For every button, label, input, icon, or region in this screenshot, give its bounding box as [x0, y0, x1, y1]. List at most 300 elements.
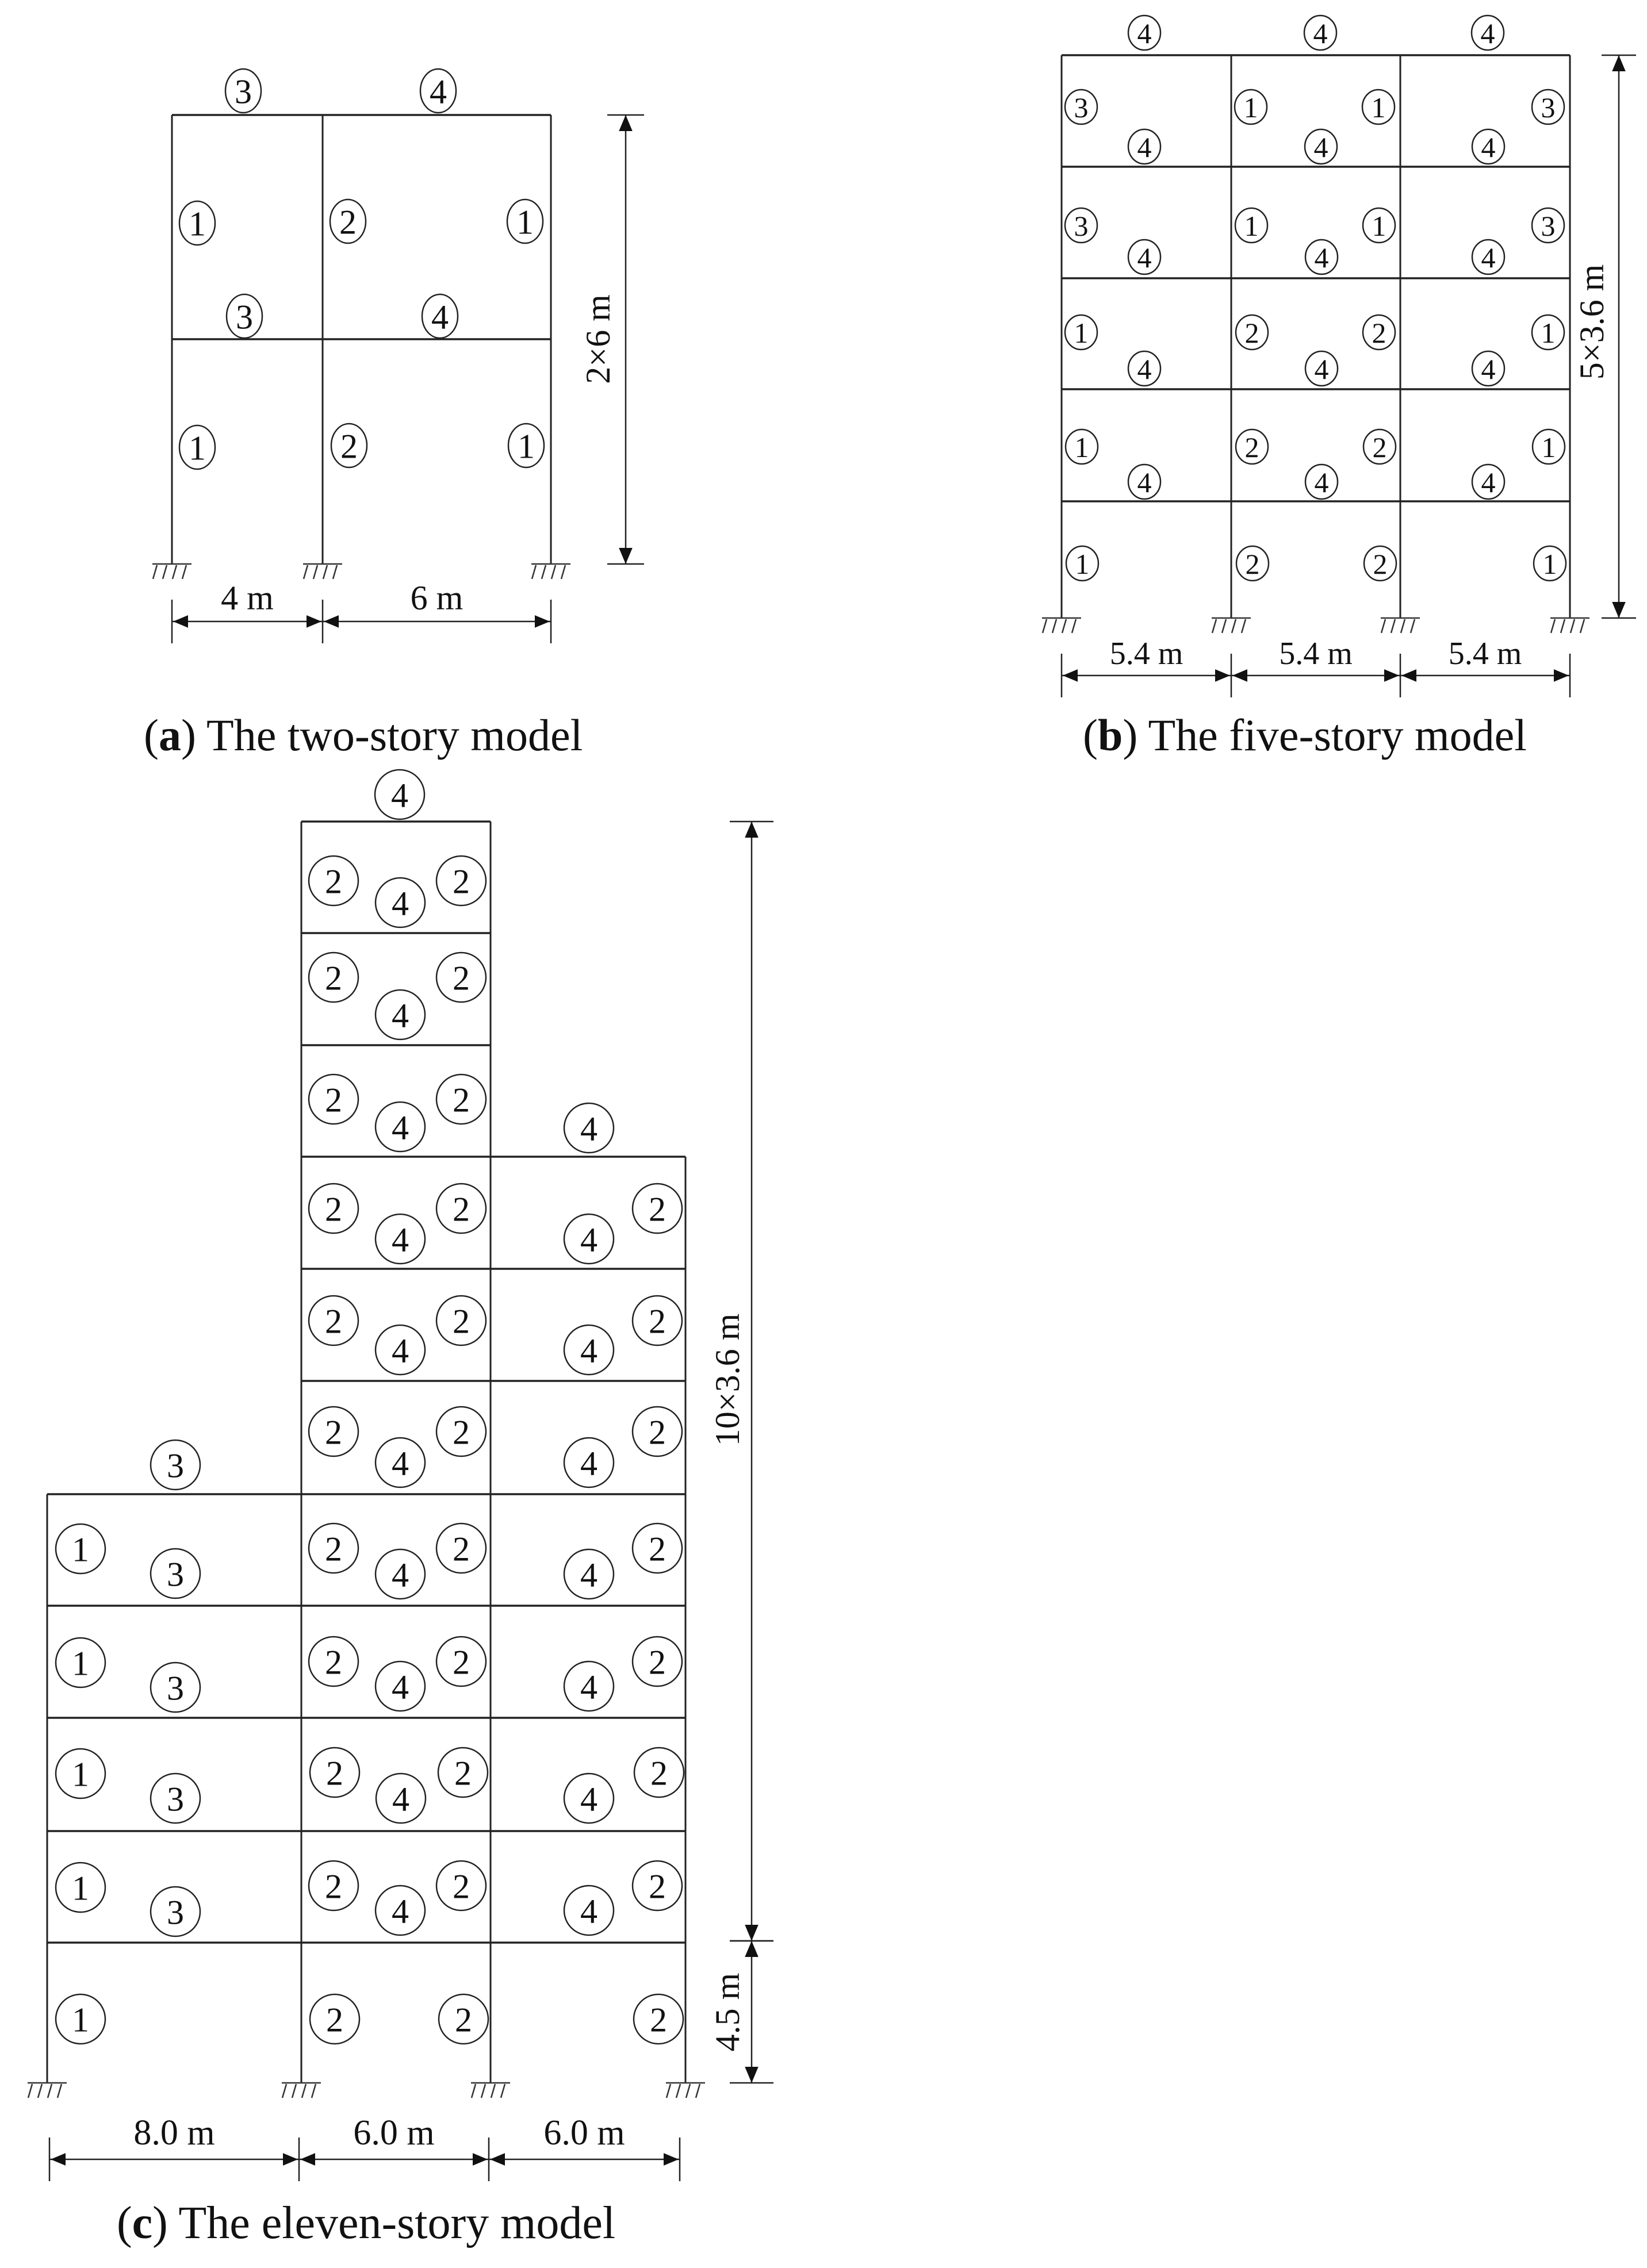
member-tag	[1128, 129, 1160, 164]
member-tag	[508, 424, 544, 467]
support-hatch-line	[1411, 619, 1415, 633]
fixed-support-icon	[666, 2083, 705, 2098]
tag-number: 4	[1481, 131, 1496, 163]
tag-number: 4	[1480, 17, 1495, 49]
member-tag	[56, 1524, 105, 1574]
tag-number: 2	[650, 2001, 667, 2039]
arrowhead-icon	[1612, 55, 1626, 71]
caption-text: The five-story model	[1137, 710, 1527, 760]
arrowhead-icon	[745, 2067, 759, 2083]
member-tag	[438, 1748, 488, 1797]
tag-number: 3	[1074, 210, 1089, 242]
support-hatch-line	[561, 565, 565, 579]
tag-number: 2	[1245, 548, 1260, 580]
member-tag	[1236, 546, 1269, 581]
tag-number: 4	[392, 996, 409, 1035]
support-hatch-line	[542, 565, 546, 579]
caption-paren: )	[1123, 710, 1138, 760]
arrowhead-icon	[1612, 602, 1626, 618]
support-hatch-line	[551, 565, 556, 579]
tag-number: 2	[325, 1190, 342, 1229]
member-tag	[376, 1549, 425, 1599]
tag-number: 2	[453, 862, 470, 901]
member-tag	[564, 1214, 614, 1264]
fixed-support-icon	[28, 2083, 67, 2098]
member-tag	[1065, 208, 1097, 243]
member-tag	[309, 1074, 358, 1124]
member-tag	[1472, 240, 1504, 274]
member-tag	[151, 1774, 200, 1823]
fixed-support-icon	[531, 564, 570, 579]
member-tag	[1364, 546, 1396, 581]
caption-paren: (	[1083, 710, 1098, 760]
panel-caption	[117, 2198, 615, 2248]
tag-number: 4	[580, 1221, 597, 1259]
dimension-label: 5.4 m	[1448, 636, 1522, 671]
member-tag	[1236, 315, 1268, 350]
tag-number: 4	[431, 298, 449, 336]
member-tag	[1533, 429, 1565, 464]
member-tag	[633, 1523, 682, 1573]
member-tag	[436, 856, 486, 905]
horizontal-dimension	[49, 2113, 680, 2181]
member-tag	[633, 1184, 682, 1233]
horizontal-dimension	[172, 579, 551, 643]
member-tag	[1472, 351, 1504, 386]
member-tag	[375, 770, 424, 819]
tag-number: 2	[650, 1754, 668, 1793]
support-hatch-line	[501, 2084, 505, 2098]
tag-number: 4	[1137, 131, 1152, 163]
tag-number: 3	[167, 1893, 184, 1932]
caption-text: The two-story model	[196, 710, 583, 760]
support-hatch-line	[1381, 619, 1385, 633]
member-tag	[1065, 315, 1097, 350]
arrowhead-icon	[1384, 669, 1399, 682]
arrowhead-icon	[1232, 669, 1247, 682]
tag-number: 2	[325, 1081, 342, 1119]
tag-number: 2	[649, 1643, 666, 1682]
support-hatch-line	[58, 2084, 62, 2098]
member-tag	[1128, 240, 1160, 274]
arrowhead-icon	[1554, 669, 1569, 682]
tag-number: 3	[167, 1780, 184, 1818]
tag-number: 4	[1481, 353, 1496, 385]
tag-number: 4	[392, 884, 409, 923]
member-tag	[309, 1637, 358, 1686]
tag-number: 1	[72, 1869, 89, 1908]
member-tag	[422, 294, 458, 338]
member-tag	[56, 1994, 105, 2044]
member-tag	[634, 1994, 683, 2044]
tag-number: 4	[430, 72, 447, 111]
panel-b	[1042, 16, 1636, 760]
member-tag	[151, 1887, 200, 1936]
tag-number: 4	[391, 776, 408, 815]
support-hatch-line	[1391, 619, 1395, 633]
fixed-support-icon	[282, 2083, 321, 2098]
dimension-label: 6.0 m	[353, 2113, 435, 2152]
member-tag	[309, 953, 358, 1002]
support-hatch-line	[182, 565, 186, 579]
arrowhead-icon	[1401, 669, 1416, 682]
member-tag	[56, 1749, 105, 1798]
member-tag	[309, 1407, 358, 1456]
dimension-label: 5.4 m	[1109, 636, 1183, 671]
member-tag	[436, 1637, 486, 1686]
tag-number: 1	[1244, 210, 1259, 242]
support-hatch-line	[1072, 619, 1076, 633]
arrowhead-icon	[307, 615, 321, 628]
support-hatch-line	[1561, 619, 1565, 633]
tag-number: 2	[453, 959, 470, 997]
tag-number: 1	[1075, 548, 1090, 580]
member-tag	[436, 1523, 486, 1573]
support-hatch-line	[173, 565, 177, 579]
tag-number: 2	[453, 1190, 470, 1229]
member-tag	[1472, 465, 1504, 499]
tag-number: 2	[1244, 431, 1259, 463]
caption-letter: b	[1097, 710, 1123, 760]
support-hatch-line	[304, 565, 308, 579]
fixed-support-icon	[1381, 618, 1420, 633]
support-hatch-line	[292, 2084, 296, 2098]
member-tag	[564, 1886, 614, 1935]
tag-number: 3	[235, 72, 252, 111]
tag-number: 1	[1371, 91, 1386, 124]
member-tag	[1128, 16, 1160, 50]
member-tag	[309, 1184, 358, 1233]
member-tag	[439, 1994, 488, 2044]
tag-number: 2	[1372, 431, 1387, 463]
tag-number: 4	[1313, 17, 1328, 49]
member-tag	[376, 1438, 425, 1487]
support-hatch-line	[1062, 619, 1066, 633]
tag-number: 4	[1481, 241, 1496, 274]
dimension-label: 4.5 m	[708, 1972, 746, 2052]
dimension-label: 10×3.6 m	[708, 1313, 746, 1446]
support-hatch-line	[481, 2084, 485, 2098]
member-tag	[1363, 208, 1395, 243]
tag-number: 3	[167, 1446, 184, 1485]
panel-caption	[1083, 710, 1527, 760]
tag-number: 4	[580, 1780, 597, 1818]
member-tag	[1235, 90, 1267, 124]
arrowhead-icon	[535, 615, 550, 628]
member-tag	[1362, 90, 1395, 124]
support-hatch-line	[1242, 619, 1246, 633]
dimension-label: 5×3.6 m	[1573, 264, 1611, 380]
tag-number: 2	[325, 1643, 342, 1682]
member-tag	[309, 1296, 358, 1345]
tag-number: 4	[392, 1221, 409, 1259]
tag-number: 4	[392, 1108, 409, 1147]
tag-number: 2	[649, 1413, 666, 1452]
member-tag	[179, 201, 215, 245]
member-tag	[564, 1103, 614, 1153]
member-tag	[1532, 208, 1564, 243]
support-hatch-line	[667, 2084, 671, 2098]
dimension-label: 5.4 m	[1279, 636, 1353, 671]
member-tag	[1532, 315, 1564, 350]
member-tag	[1128, 351, 1160, 386]
caption-paren: (	[144, 710, 159, 760]
tag-number: 4	[1137, 466, 1152, 498]
member-tag	[436, 953, 486, 1002]
fixed-support-icon	[1212, 618, 1251, 633]
arrowhead-icon	[745, 1925, 759, 1941]
support-hatch-line	[313, 565, 317, 579]
member-tag	[633, 1637, 682, 1686]
arrowhead-icon	[283, 2153, 298, 2166]
tag-number: 2	[1372, 317, 1386, 349]
tag-number: 2	[1373, 548, 1388, 580]
tag-number: 2	[453, 1643, 470, 1682]
tag-number: 2	[325, 1302, 342, 1341]
tag-number: 3	[236, 298, 253, 336]
member-tag	[310, 1994, 359, 2044]
arrowhead-icon	[490, 2153, 505, 2166]
tag-number: 4	[1313, 131, 1328, 163]
tag-number: 2	[453, 1867, 470, 1906]
tag-number: 4	[1314, 353, 1329, 385]
arrowhead-icon	[1215, 669, 1230, 682]
member-tag	[1305, 465, 1338, 499]
tag-number: 4	[392, 1780, 409, 1818]
member-tag	[507, 199, 543, 243]
support-hatch-line	[1401, 619, 1405, 633]
tag-number: 4	[392, 1556, 409, 1594]
arrowhead-icon	[664, 2153, 679, 2166]
tag-number: 2	[325, 1867, 342, 1906]
tag-number: 4	[580, 1331, 597, 1370]
member-tag	[310, 1748, 359, 1797]
member-tag	[56, 1863, 105, 1912]
tag-number: 2	[325, 1413, 342, 1452]
arrowhead-icon	[745, 1941, 759, 1957]
member-tag	[1304, 16, 1336, 50]
caption-paren: (	[117, 2198, 132, 2248]
support-hatch-line	[1043, 619, 1047, 633]
member-tag	[309, 856, 358, 905]
support-hatch-line	[333, 565, 337, 579]
member-tag	[436, 1184, 486, 1233]
tag-number: 2	[325, 1530, 342, 1568]
member-tag	[151, 1663, 200, 1712]
tag-number: 3	[167, 1555, 184, 1594]
vertical-dimension	[579, 115, 644, 564]
member-tag	[564, 1438, 614, 1487]
tag-number: 1	[1542, 548, 1557, 580]
dimension-label: 6.0 m	[543, 2113, 625, 2152]
tag-number: 3	[1541, 210, 1556, 242]
member-tag	[436, 1407, 486, 1456]
arrowhead-icon	[619, 115, 633, 131]
tag-number: 2	[649, 1190, 666, 1229]
support-hatch-line	[532, 565, 536, 579]
member-tag	[225, 69, 261, 113]
tag-number: 2	[455, 2001, 472, 2039]
member-tag	[633, 1407, 682, 1456]
member-tag	[151, 1549, 200, 1598]
tag-number: 4	[392, 1444, 409, 1483]
support-hatch-line	[686, 2084, 690, 2098]
vertical-dimension	[1573, 55, 1636, 618]
fixed-support-icon	[1042, 618, 1081, 633]
tag-number: 1	[1243, 91, 1258, 124]
tag-number: 3	[167, 1669, 184, 1707]
fixed-support-icon	[303, 564, 342, 579]
panel-a	[144, 69, 644, 760]
caption-paren: )	[152, 2198, 168, 2248]
arrowhead-icon	[300, 2153, 315, 2166]
dimension-label: 6 m	[410, 579, 464, 617]
tag-number: 2	[453, 1302, 470, 1341]
tag-number: 2	[453, 1530, 470, 1568]
member-tag	[1305, 351, 1338, 386]
member-tag	[227, 294, 262, 338]
member-tag	[1472, 16, 1504, 50]
member-tag	[1128, 465, 1160, 499]
support-hatch-line	[1551, 619, 1555, 633]
tag-number: 1	[189, 205, 206, 243]
arrowhead-icon	[173, 615, 188, 628]
tag-number: 4	[392, 1668, 409, 1706]
tag-number: 4	[392, 1331, 409, 1370]
tag-number: 4	[1137, 17, 1152, 49]
tag-number: 1	[72, 1755, 89, 1794]
tag-number: 1	[72, 2001, 89, 2039]
member-tag	[1532, 90, 1564, 124]
member-tag	[1066, 546, 1098, 581]
tag-number: 1	[1074, 431, 1089, 463]
support-hatch-line	[1232, 619, 1236, 633]
member-tag	[179, 425, 215, 469]
member-tag	[376, 1325, 425, 1375]
tag-number: 4	[580, 1444, 597, 1483]
member-tag	[633, 1296, 682, 1345]
support-hatch-line	[1052, 619, 1056, 633]
support-hatch-line	[323, 565, 327, 579]
member-tag	[436, 1861, 486, 1910]
support-hatch-line	[472, 2084, 476, 2098]
tag-number: 1	[518, 427, 535, 466]
tag-number: 4	[1314, 241, 1329, 274]
support-hatch-line	[48, 2084, 52, 2098]
support-hatch-line	[1580, 619, 1584, 633]
member-tag	[1363, 315, 1395, 350]
tag-number: 2	[1244, 317, 1259, 349]
tag-number: 3	[1074, 91, 1089, 124]
panel-c	[28, 770, 773, 2248]
arrowhead-icon	[324, 615, 339, 628]
tag-number: 2	[454, 1754, 472, 1793]
support-hatch-line	[676, 2084, 680, 2098]
fixed-support-icon	[1550, 618, 1589, 633]
tag-number: 1	[1541, 431, 1556, 463]
member-tag	[376, 1661, 425, 1711]
tag-number: 1	[72, 1644, 89, 1683]
member-tag	[634, 1748, 684, 1797]
tag-number: 2	[325, 862, 342, 901]
dimension-label: 4 m	[221, 579, 274, 617]
tag-number: 1	[1372, 210, 1386, 242]
tag-number: 2	[649, 1867, 666, 1906]
tag-number: 4	[1481, 466, 1496, 498]
caption-paren: )	[181, 710, 196, 760]
fixed-support-icon	[152, 564, 191, 579]
member-tag	[309, 1861, 358, 1910]
member-tag	[376, 1886, 425, 1935]
horizontal-dimension	[1062, 636, 1570, 697]
member-tag	[1305, 129, 1337, 164]
arrowhead-icon	[619, 548, 633, 564]
tag-number: 1	[72, 1530, 89, 1569]
support-hatch-line	[153, 565, 157, 579]
member-tag	[564, 1774, 614, 1823]
support-hatch-line	[491, 2084, 495, 2098]
tag-number: 2	[453, 1413, 470, 1452]
support-hatch-line	[302, 2084, 306, 2098]
member-tag	[1236, 429, 1268, 464]
arrowhead-icon	[1063, 669, 1078, 682]
support-hatch-line	[38, 2084, 42, 2098]
arrowhead-icon	[51, 2153, 66, 2166]
member-tag	[376, 878, 425, 927]
member-tag	[1235, 208, 1267, 243]
support-hatch-line	[1212, 619, 1216, 633]
member-tag	[564, 1661, 614, 1711]
member-tag	[1065, 90, 1097, 124]
tag-number: 2	[453, 1081, 470, 1119]
member-tag	[436, 1296, 486, 1345]
tag-number: 1	[189, 429, 206, 467]
tag-number: 4	[1137, 353, 1152, 385]
support-hatch-line	[312, 2084, 316, 2098]
dimension-label: 2×6 m	[579, 294, 617, 384]
tag-number: 4	[580, 1892, 597, 1931]
tag-number: 2	[339, 203, 357, 241]
caption-letter: a	[158, 710, 181, 760]
support-hatch-line	[1571, 619, 1575, 633]
member-tag	[564, 1325, 614, 1375]
vertical-dimension	[708, 1941, 773, 2083]
member-tag	[1472, 129, 1504, 164]
tag-number: 4	[580, 1110, 597, 1148]
tag-number: 4	[580, 1668, 597, 1706]
member-tag	[331, 424, 367, 467]
member-tag	[309, 1523, 358, 1573]
tag-number: 1	[516, 203, 534, 241]
member-tag	[1534, 546, 1566, 581]
tag-number: 2	[649, 1530, 666, 1568]
tag-number: 4	[1137, 241, 1152, 274]
caption-letter: c	[132, 2198, 153, 2248]
arrowhead-icon	[473, 2153, 488, 2166]
dimension-label: 8.0 m	[133, 2113, 215, 2152]
member-tag	[633, 1861, 682, 1910]
tag-number: 2	[325, 959, 342, 997]
tag-number: 4	[392, 1892, 409, 1931]
tag-number: 2	[326, 1754, 343, 1793]
vertical-dimension	[708, 822, 773, 1941]
tag-number: 2	[649, 1302, 666, 1341]
member-tag	[1363, 429, 1396, 464]
support-hatch-line	[282, 2084, 286, 2098]
member-tag	[376, 1774, 426, 1823]
panel-caption	[144, 710, 583, 760]
tag-number: 4	[1314, 466, 1329, 498]
